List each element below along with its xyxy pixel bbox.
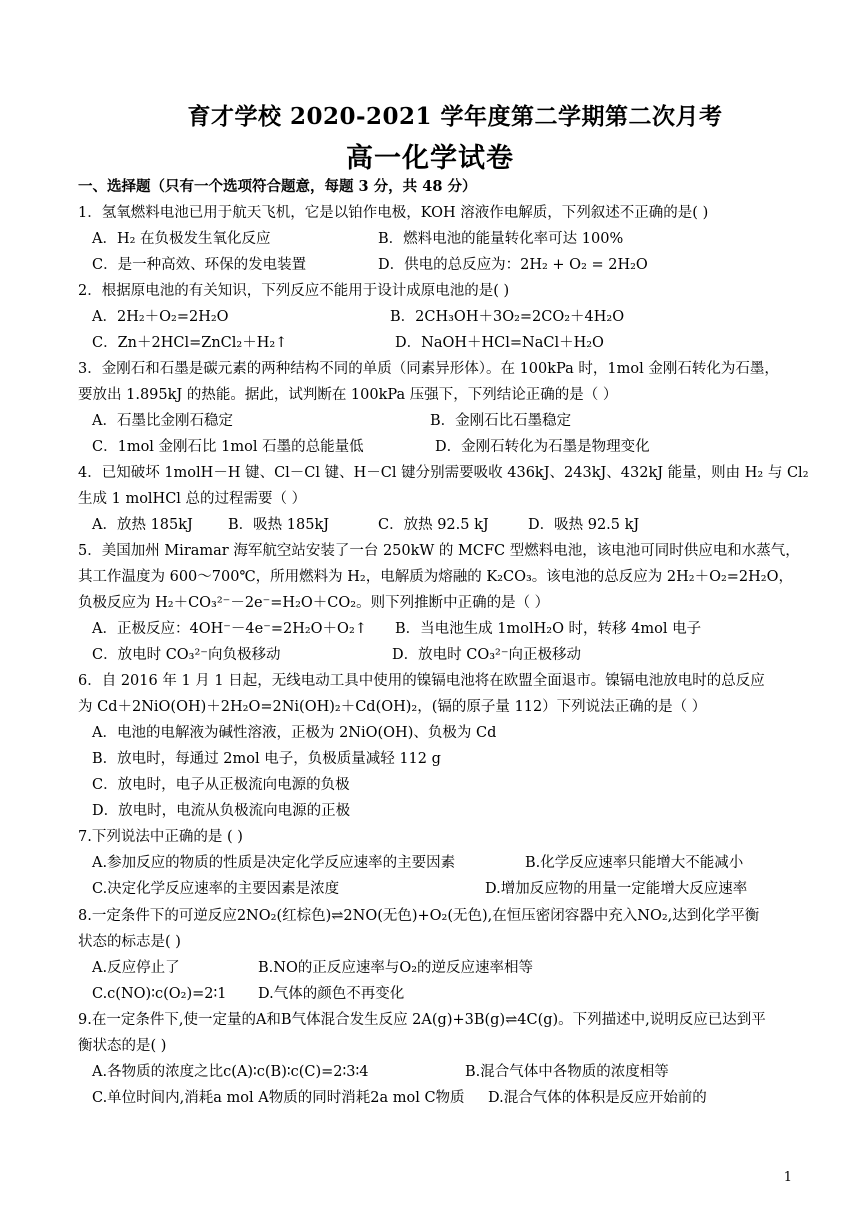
question-9-option-a: A.各物质的浓度之比c(A)∶c(B)∶c(C)=2∶3∶4 [92, 1064, 369, 1080]
question-5-stem-line1: 5．美国加州 Miramar 海军航空站安装了一台 250kW 的 MCFC 型燃料电池，该电池可同时供应电和水蒸气， [78, 543, 800, 559]
question-3-option-c: C．1mol 金刚石比 1mol 石墨的总能量低 [92, 439, 364, 455]
question-4-stem-line1: 4．已知破坏 1molH－H 键、Cl－Cl 键、H－Cl 键分别需要吸收 436kJ、243kJ、432kJ 能量，则由 H₂ 与 Cl₂ [78, 465, 809, 481]
question-9-option-b: B.混合气体中各物质的浓度相等 [465, 1064, 669, 1080]
exam-subtitle: 高一化学试卷 [346, 143, 514, 174]
question-9-option-c: C.单位时间内,消耗a mol A物质的同时消耗2a mol C物质 [92, 1090, 465, 1106]
question-4-option-c: C．放热 92.5 kJ [378, 517, 489, 533]
question-7-stem: 7.下列说法中正确的是 ( ) [78, 829, 243, 845]
question-1-option-c: C．是一种高效、环保的发电装置 [92, 257, 307, 273]
question-8-option-c: C.c(NO)∶c(O₂)=2∶1 [92, 986, 227, 1002]
question-5-option-a: A．正极反应：4OH⁻－4e⁻=2H₂O＋O₂↑ [92, 621, 367, 637]
question-7-option-c: C.决定化学反应速率的主要因素是浓度 [92, 881, 340, 897]
question-6-stem-line1: 6．自 2016 年 1 月 1 日起，无线电动工具中使用的镍镉电池将在欧盟全面退市。镍镉电池放电时的总反应 [78, 673, 765, 689]
question-4-stem-line2: 生成 1 molHCl 总的过程需要（ ） [78, 491, 307, 507]
exam-title: 育才学校 2020-2021 学年度第二学期第二次月考 [187, 103, 723, 130]
question-8-stem-line1: 8.一定条件下的可逆反应2NO₂(红棕色)⇌2NO(无色)+O₂(无色),在恒压密闭容器中充入NO₂,达到化学平衡 [78, 908, 760, 924]
question-7-option-a: A.参加反应的物质的性质是决定化学反应速率的主要因素 [92, 855, 456, 871]
question-6-stem-line2: 为 Cd＋2NiO(OH)＋2H₂O=2Ni(OH)₂＋Cd(OH)₂，(镉的原子量 112）下列说法正确的是（ ） [78, 699, 707, 715]
question-1-option-b: B．燃料电池的能量转化率可达 100% [378, 231, 624, 247]
section-heading: 一、选择题（只有一个选项符合题意，每题 3 分，共 48 分） [78, 178, 477, 195]
question-4-option-b: B．吸热 185kJ [228, 517, 330, 533]
question-1-option-d: D．供电的总反应为：2H₂ + O₂ = 2H₂O [378, 257, 648, 273]
question-5-option-d: D．放电时 CO₃²⁻向正极移动 [392, 647, 581, 663]
question-1-option-a: A．H₂ 在负极发生氧化反应 [92, 231, 271, 247]
question-3-option-d: D．金刚石转化为石墨是物理变化 [435, 439, 650, 455]
question-5-stem-line2: 其工作温度为 600～700℃，所用燃料为 H₂，电解质为熔融的 K₂CO₃。该电池的总反应为 2H₂＋O₂=2H₂O， [78, 569, 794, 585]
question-8-option-b: B.NO的正反应速率与O₂的逆反应速率相等 [258, 960, 534, 976]
question-8-option-a: A.反应停止了 [92, 960, 180, 976]
question-6-option-b: B．放电时，每通过 2mol 电子，负极质量减轻 112 g [92, 751, 441, 767]
question-3-stem-line2: 要放出 1.895kJ 的热能。据此，试判断在 100kPa 压强下，下列结论正确的是（ ） [78, 387, 618, 403]
question-8-stem-line2: 状态的标志是( ) [78, 934, 181, 950]
question-3-option-b: B．金刚石比石墨稳定 [430, 413, 572, 429]
question-9-stem-line2: 衡状态的是( ) [78, 1038, 167, 1054]
question-1-stem: 1．氢氧燃料电池已用于航天飞机，它是以铂作电极，KOH 溶液作电解质，下列叙述不正确的是( ) [78, 205, 709, 221]
question-2-option-c: C．Zn＋2HCl=ZnCl₂＋H₂↑ [92, 335, 288, 351]
question-6-option-c: C．放电时，电子从正极流向电源的负极 [92, 777, 350, 793]
question-6-option-a: A．电池的电解液为碱性溶液，正极为 2NiO(OH)、负极为 Cd [92, 725, 497, 741]
question-7-option-d: D.增加反应物的用量一定能增大反应速率 [485, 881, 748, 897]
question-8-option-d: D.气体的颜色不再变化 [258, 986, 405, 1002]
question-3-option-a: A．石墨比金刚石稳定 [92, 413, 233, 429]
question-9-stem-line1: 9.在一定条件下,使一定量的A和B气体混合发生反应 2A(g)+3B(g)⇌4C(g)。下列描述中,说明反应已达到平 [78, 1012, 766, 1028]
question-7-option-b: B.化学反应速率只能增大不能减小 [525, 855, 744, 871]
question-5-option-b: B．当电池生成 1molH₂O 时，转移 4mol 电子 [395, 621, 702, 637]
page-number: 1 [783, 1170, 792, 1185]
question-9-option-d: D.混合气体的体积是反应开始前的 [488, 1090, 707, 1106]
question-5-stem-line3: 负极反应为 H₂＋CO₃²⁻－2e⁻=H₂O＋CO₂。则下列推断中正确的是（ ） [78, 595, 550, 611]
question-2-option-d: D．NaOH＋HCl=NaCl＋H₂O [395, 335, 604, 351]
question-2-stem: 2．根据原电池的有关知识，下列反应不能用于设计成原电池的是( ) [78, 283, 510, 299]
question-3-stem-line1: 3．金刚石和石墨是碳元素的两种结构不同的单质（同素异形体）。在 100kPa 时，1mol 金刚石转化为石墨， [78, 361, 779, 377]
question-6-option-d: D．放电时，电流从负极流向电源的正极 [92, 803, 351, 819]
question-4-option-d: D．吸热 92.5 kJ [528, 517, 640, 533]
question-4-option-a: A．放热 185kJ [92, 517, 193, 533]
question-2-option-b: B．2CH₃OH＋3O₂=2CO₂＋4H₂O [390, 309, 625, 325]
question-2-option-a: A．2H₂＋O₂=2H₂O [92, 309, 229, 325]
question-5-option-c: C．放电时 CO₃²⁻向负极移动 [92, 647, 281, 663]
